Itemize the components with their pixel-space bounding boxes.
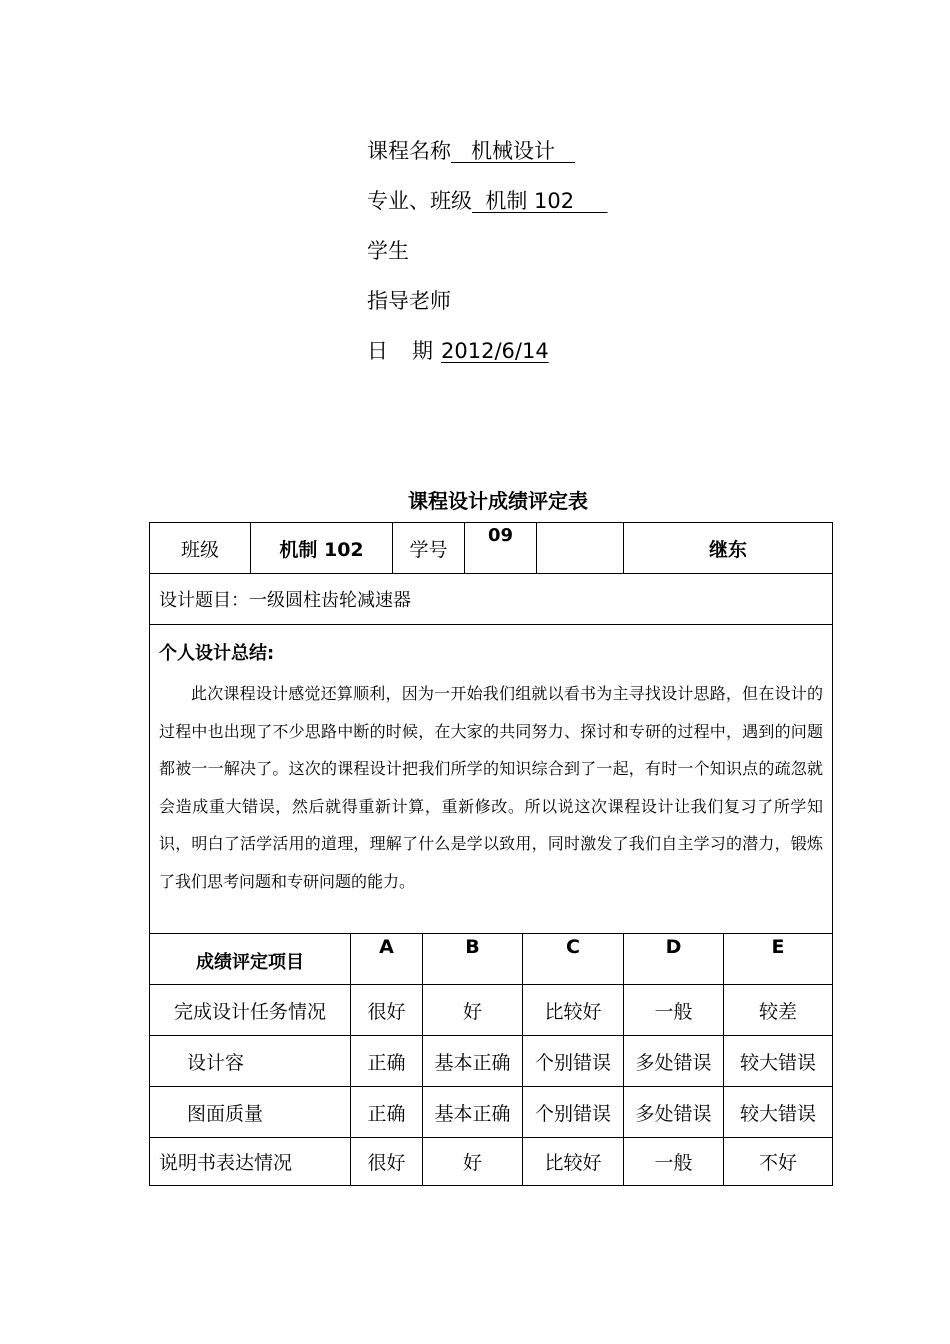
row-item-task: 完成设计任务情况 [149,984,351,1036]
date-label-part-1: 日 [367,339,388,363]
grade-b: B [422,933,523,985]
blank-cell [536,522,624,574]
row-content-b: 基本正确 [422,1035,523,1087]
name-value: 继东 [623,522,833,574]
summary-text: 此次课程设计感觉还算顺利，因为一开始我们组就以看书为主寻找设计思路，但在设计的过程中也出现了不少思路中断的时候，在大家的共同努力、探讨和专研的过程中，遇到的问题都被一一解决了。这次的课程设计把我们所学的知识综合到了一起，有时一个知识点的疏忽就会造成重大错误，然后就得重新计算，重新修改。所以说这次课程设计让我们复习了所学知识，明白了活学活用的道理，理解了什么是学以致用，同时激发了我们自主学习的潜力，锻炼了我们思考问题和专研问题的能力。 [159,684,823,891]
course-line [367,134,608,184]
grade-d: D [623,933,724,985]
row-content-d: 多处错误 [623,1035,724,1087]
date-line [367,334,608,384]
id-value: 09 [464,522,537,574]
row-task-b: 好 [422,984,523,1036]
grade-table [149,522,833,1186]
summary-section [149,624,833,934]
grade-e: E [723,933,833,985]
row-content-a: 正确 [350,1035,423,1087]
major-line [367,184,608,234]
row-drawing-b: 基本正确 [422,1086,523,1138]
row-manual-c: 比较好 [522,1137,624,1186]
major-value: 机制 102 [472,189,608,213]
table-title: 课程设计成绩评定表 [408,489,588,513]
row-item-content: 设计容 [149,1035,351,1087]
row-content-c: 个别错误 [522,1035,624,1087]
grade-header: 成绩评定项目 [149,933,351,985]
row-drawing-a: 正确 [350,1086,423,1138]
row-manual-b: 好 [422,1137,523,1186]
row-manual-a: 很好 [350,1137,423,1186]
row-drawing-e: 较大错误 [723,1086,833,1138]
row-task-e: 较差 [723,984,833,1036]
row-drawing-d: 多处错误 [623,1086,724,1138]
row-manual-d: 一般 [623,1137,724,1186]
date-label [367,334,441,368]
row-drawing-c: 个别错误 [522,1086,624,1138]
class-value: 机制 102 [250,522,393,574]
summary-heading: 个人设计总结: [159,643,275,664]
class-label: 班级 [149,522,251,574]
student-line [367,234,608,284]
row-task-c: 比较好 [522,984,624,1036]
row-item-manual: 说明书表达情况 [149,1137,351,1186]
major-label: 专业、班级 [367,189,472,213]
id-label: 学号 [392,522,465,574]
cover-info [367,134,608,384]
row-item-drawing: 图面质量 [149,1086,351,1138]
grade-c: C [522,933,624,985]
advisor-label: 指导老师 [367,289,451,313]
advisor-line [367,284,608,334]
student-label: 学生 [367,239,409,263]
row-content-e: 较大错误 [723,1035,833,1087]
row-task-a: 很好 [350,984,423,1036]
course-label: 课程名称 [367,139,451,163]
date-value: 2012/6/14 [441,339,549,363]
course-value: 机械设计 [451,139,576,163]
row-task-d: 一般 [623,984,724,1036]
date-label-part-2: 期 [412,339,433,363]
row-manual-e: 不好 [723,1137,833,1186]
grade-a: A [350,933,423,985]
design-topic: 设计题目：一级圆柱齿轮减速器 [149,573,833,625]
